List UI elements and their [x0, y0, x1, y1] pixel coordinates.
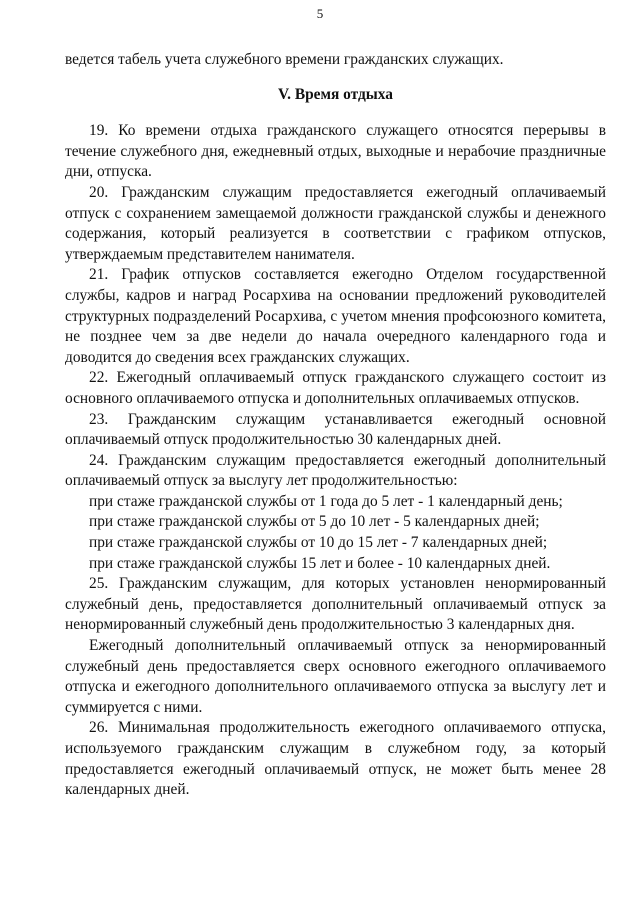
paragraph-22: 22. Ежегодный оплачиваемый отпуск гражданского служащего состоит из основного оплачиваемого отпуска и дополнительных оплачиваемых отпусков. [65, 369, 606, 407]
paragraph-19: 19. Ко времени отдыха гражданского служащего относятся перерывы в течение служебного дня, ежедневный отдых, выходные и нерабочие праздничные дни, отпуска. [65, 122, 606, 181]
paragraph-24: 24. Гражданским служащим предоставляется ежегодный дополнительный оплачиваемый отпуск за выслугу лет продолжительностью: [65, 451, 606, 490]
page-number: 5 [316, 6, 324, 21]
paragraph-25-continued: Ежегодный дополнительный оплачиваемый отпуск за ненормированный служебный день предоставляется сверх основного ежегодного оплачиваемого отпуска и ежегодного дополнительного оплачиваемого отпуска за выслугу лет и суммируется с ними. [65, 637, 606, 716]
paragraph-25: 25. Гражданским служащим, для которых установлен ненормированный служебный день, предоставляется дополнительный оплачиваемый отпуск за ненормированный служебный день продолжительностью 3 календарных дня. [65, 575, 606, 634]
paragraph-26: 26. Минимальная продолжительность ежегодного оплачиваемого отпуска, используемого гражданским служащим в служебном году, за который предоставляется ежегодный оплачиваемый отпуск, не может быть менее 28 календарных дней. [65, 719, 606, 799]
list-item: при стаже гражданской службы 15 лет и более - 10 календарных дней. [89, 554, 551, 572]
paragraph-23: 23. Гражданским служащим устанавливается ежегодный основной оплачиваемый отпуск продолжительностью 30 календарных дней. [65, 410, 606, 449]
paragraph-21: 21. График отпусков составляется ежегодно Отделом государственной службы, кадров и наград Росархива на основании предложений руководителей структурных подразделений Росархива, с учетом мнения профсоюзного комитета, не позднее чем за две недели до начала очередного календарного года и доводится до сведения всех гражданских служащих. [65, 266, 606, 366]
list-item: при стаже гражданской службы от 10 до 15 лет - 7 календарных дней; [89, 534, 548, 552]
paragraph-20: 20. Гражданским служащим предоставляется ежегодный оплачиваемый отпуск с сохранением замещаемой должности гражданской службы и денежного содержания, который реализуется в соответствии с графиком отпусков, утверждаемым представителем нанимателя. [65, 183, 606, 263]
intro-line: ведется табель учета служебного времени гражданских служащих. [65, 51, 504, 68]
list-item: при стаже гражданской службы от 1 года до 5 лет - 1 календарный день; [89, 492, 563, 510]
section-heading: V. Время отдыха [278, 85, 393, 103]
list-item: при стаже гражданской службы от 5 до 10 лет - 5 календарных дней; [89, 513, 540, 531]
document-body [65, 50, 606, 801]
